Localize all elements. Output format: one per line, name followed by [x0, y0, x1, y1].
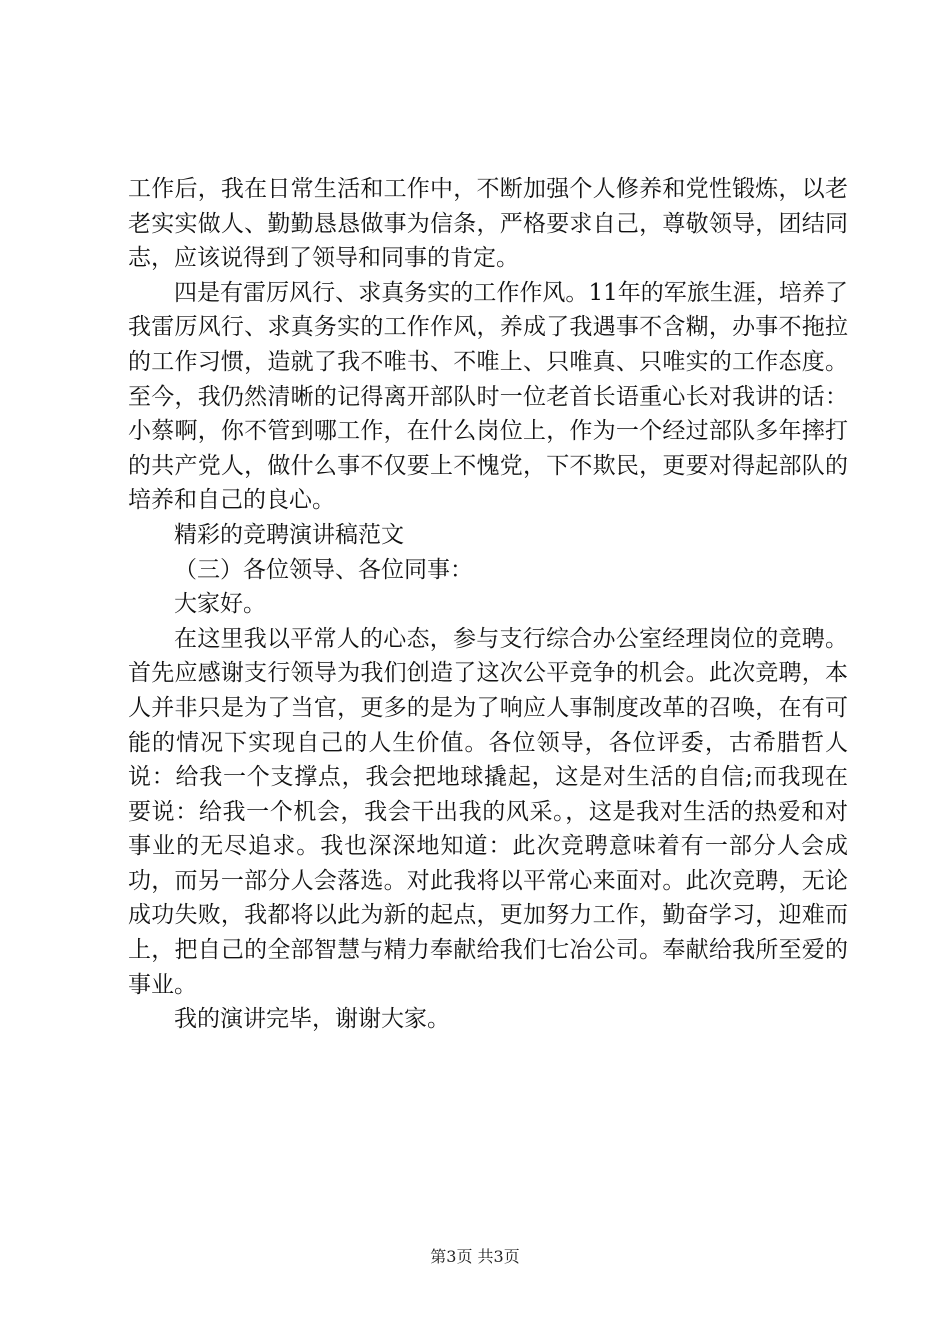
page-number: 第3页 共3页	[430, 1247, 520, 1266]
section-title: 精彩的竞聘演讲稿范文	[174, 521, 404, 548]
paragraph-main: 在这里我以平常人的心态，参与支行综合办公室经理岗位的竞聘。首先应感谢支行领导为我们创造了这次公平竞争的机会。此次竞聘，本人并非只是为了当官，更多的是为了响应人事制度改革的召唤，在有可能的情况下实现自己的人生价值。各位领导，各位评委，古希腊哲人说：给我一个支撑点，我会把地球撬起，这是对生活的自信;而我现在要说：给我一个机会，我会干出我的风采。，这是我对生活的热爱和对事业的无尽追求。我也深深地知道：此次竞聘意味着有一部分人会成功，而另一部分人会落选。对此我将以平常心来面对。此次竞聘，无论成功失败，我都将以此为新的起点，更加努力工作，勤奋学习，迎难而上，把自己的全部智慧与精力奉献给我们七冶公司。奉献给我所至爱的事业。	[128, 625, 848, 998]
paragraph-1: 工作后，我在日常生活和工作中，不断加强个人修养和党性锻炼，以老老实实做人、勤勤恳恳做事为信条，严格要求自己，尊敬领导，团结同志，应该说得到了领导和同事的肯定。	[128, 176, 848, 272]
greeting: 大家好。	[174, 591, 266, 618]
closing: 我的演讲完毕，谢谢大家。	[174, 1006, 450, 1033]
paragraph-2: 四是有雷厉风行、求真务实的工作作风。11年的军旅生涯，培养了我雷厉风行、求真务实的工作作风，养成了我遇事不含糊，办事不拖拉的工作习惯，造就了我不唯书、不唯上、只唯真、只唯实的工作态度。至今，我仍然清晰的记得离开部队时一位老首长语重心长对我讲的话：小蔡啊，你不管到哪工作，在什么岗位上，作为一个经过部队多年摔打的共产党人，做什么事不仅要上不愧党，下不欺民，更要对得起部队的培养和自己的良心。	[128, 279, 848, 514]
salutation: （三）各位领导、各位同事：	[174, 556, 473, 583]
document-body	[128, 172, 848, 1037]
